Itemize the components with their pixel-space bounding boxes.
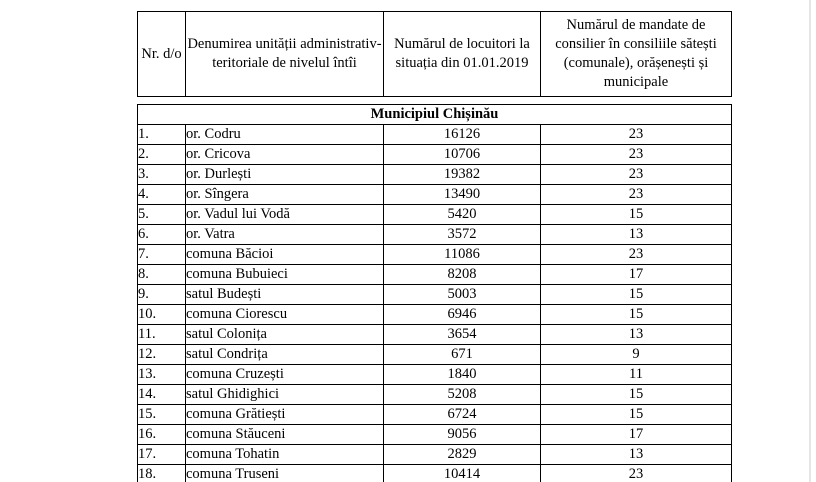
row-number: 10. xyxy=(138,305,186,325)
row-number: 4. xyxy=(138,185,186,205)
mandates-value: 17 xyxy=(541,425,732,445)
mandates-value: 23 xyxy=(541,145,732,165)
population-value: 10706 xyxy=(384,145,541,165)
table-row xyxy=(138,205,732,225)
table-row xyxy=(138,265,732,285)
row-number: 6. xyxy=(138,225,186,245)
table-header-row xyxy=(138,12,732,97)
table-row xyxy=(138,245,732,265)
mandates-value: 13 xyxy=(541,445,732,465)
mandates-value: 15 xyxy=(541,305,732,325)
unit-name: or. Durlești xyxy=(186,165,384,185)
table-row xyxy=(138,405,732,425)
row-number: 14. xyxy=(138,385,186,405)
table-row xyxy=(138,425,732,445)
mandates-value: 13 xyxy=(541,225,732,245)
header-population: Numărul de locuitori la situația din 01.01.2019 xyxy=(384,12,541,97)
population-value: 8208 xyxy=(384,265,541,285)
row-number: 11. xyxy=(138,325,186,345)
unit-name: or. Codru xyxy=(186,125,384,145)
unit-name: satul Budești xyxy=(186,285,384,305)
unit-name: comuna Stăuceni xyxy=(186,425,384,445)
page-edge-divider xyxy=(809,0,811,482)
unit-name: comuna Ciorescu xyxy=(186,305,384,325)
table-row xyxy=(138,185,732,205)
population-value: 5420 xyxy=(384,205,541,225)
mandates-value: 23 xyxy=(541,245,732,265)
mandates-value: 13 xyxy=(541,325,732,345)
mandates-value: 9 xyxy=(541,345,732,365)
row-number: 9. xyxy=(138,285,186,305)
table-row xyxy=(138,145,732,165)
population-value: 3654 xyxy=(384,325,541,345)
mandates-table xyxy=(137,11,732,482)
unit-name: comuna Truseni xyxy=(186,465,384,482)
table-row xyxy=(138,305,732,325)
mandates-value: 11 xyxy=(541,365,732,385)
unit-name: or. Sîngera xyxy=(186,185,384,205)
table-row xyxy=(138,125,732,145)
row-number: 15. xyxy=(138,405,186,425)
row-number: 2. xyxy=(138,145,186,165)
row-number: 5. xyxy=(138,205,186,225)
population-value: 3572 xyxy=(384,225,541,245)
table-row xyxy=(138,165,732,185)
header-nr: Nr. d/o xyxy=(138,12,186,97)
population-value: 5208 xyxy=(384,385,541,405)
table-row xyxy=(138,345,732,365)
row-number: 7. xyxy=(138,245,186,265)
row-number: 3. xyxy=(138,165,186,185)
table-row xyxy=(138,365,732,385)
population-value: 19382 xyxy=(384,165,541,185)
unit-name: comuna Tohatin xyxy=(186,445,384,465)
row-number: 17. xyxy=(138,445,186,465)
unit-name: or. Cricova xyxy=(186,145,384,165)
unit-name: satul Ghidighici xyxy=(186,385,384,405)
header-spacer-row xyxy=(138,97,732,105)
population-value: 10414 xyxy=(384,465,541,482)
row-number: 1. xyxy=(138,125,186,145)
row-number: 18. xyxy=(138,465,186,482)
row-number: 12. xyxy=(138,345,186,365)
unit-name: satul Colonița xyxy=(186,325,384,345)
header-unit-name: Denumirea unității administrativ-teritoriale de nivelul întîi xyxy=(186,12,384,97)
unit-name: comuna Cruzești xyxy=(186,365,384,385)
table-row xyxy=(138,325,732,345)
unit-name: or. Vadul lui Vodă xyxy=(186,205,384,225)
population-value: 13490 xyxy=(384,185,541,205)
population-value: 2829 xyxy=(384,445,541,465)
row-number: 13. xyxy=(138,365,186,385)
mandates-value: 23 xyxy=(541,125,732,145)
mandates-value: 23 xyxy=(541,165,732,185)
table-row xyxy=(138,445,732,465)
mandates-value: 15 xyxy=(541,205,732,225)
table-row xyxy=(138,285,732,305)
table-row xyxy=(138,385,732,405)
mandates-value: 15 xyxy=(541,385,732,405)
mandates-value: 17 xyxy=(541,265,732,285)
mandates-value: 15 xyxy=(541,405,732,425)
section-title: Municipiul Chișinău xyxy=(138,105,732,125)
population-value: 11086 xyxy=(384,245,541,265)
unit-name: comuna Grătiești xyxy=(186,405,384,425)
population-value: 1840 xyxy=(384,365,541,385)
population-value: 5003 xyxy=(384,285,541,305)
population-value: 671 xyxy=(384,345,541,365)
row-number: 8. xyxy=(138,265,186,285)
section-row xyxy=(138,105,732,125)
table-row xyxy=(138,225,732,245)
unit-name: comuna Bubuieci xyxy=(186,265,384,285)
mandates-value: 23 xyxy=(541,185,732,205)
header-mandates: Numărul de mandate de consilier în consiliile sătești (comunale), orășenești și municipale xyxy=(541,12,732,97)
table-row xyxy=(138,465,732,482)
population-value: 6724 xyxy=(384,405,541,425)
mandates-value: 23 xyxy=(541,465,732,482)
row-number: 16. xyxy=(138,425,186,445)
unit-name: or. Vatra xyxy=(186,225,384,245)
population-value: 6946 xyxy=(384,305,541,325)
population-value: 16126 xyxy=(384,125,541,145)
unit-name: satul Condrița xyxy=(186,345,384,365)
population-value: 9056 xyxy=(384,425,541,445)
mandates-value: 15 xyxy=(541,285,732,305)
unit-name: comuna Băcioi xyxy=(186,245,384,265)
